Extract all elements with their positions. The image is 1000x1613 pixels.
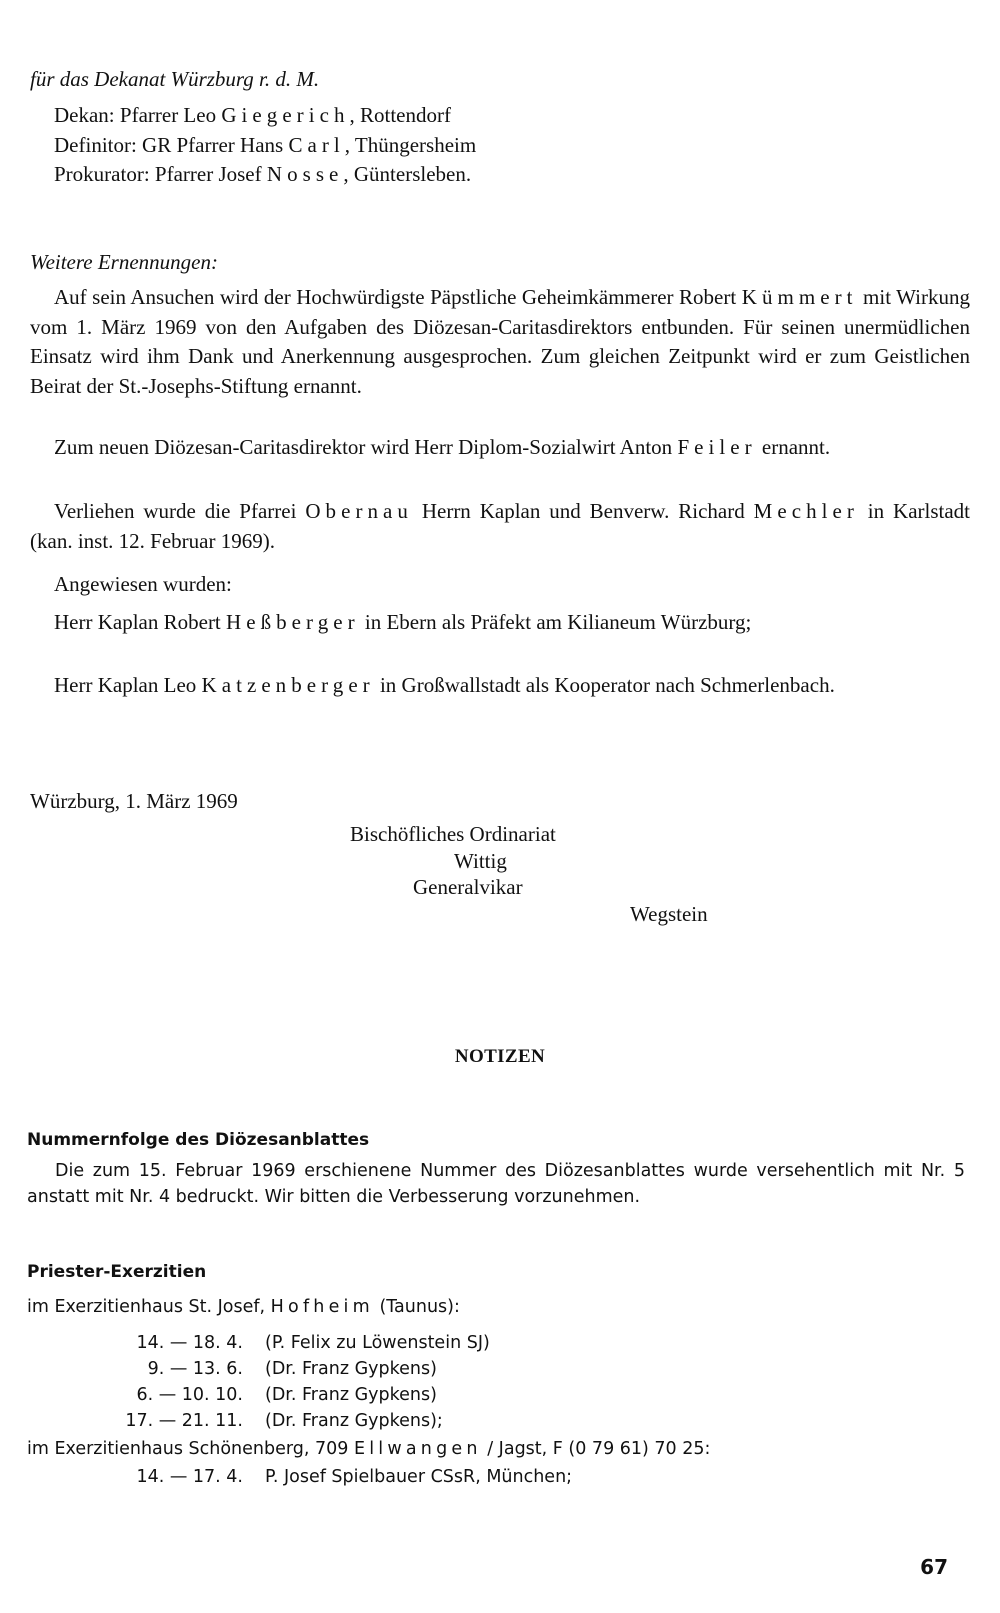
signature-name-wegstein: Wegstein	[630, 902, 708, 926]
signature-title: Generalvikar	[413, 875, 523, 899]
place-hofheim: Hofheim	[270, 1297, 374, 1317]
prokurator-line: Prokurator: Pfarrer Josef Nosse, Güntersleben.	[54, 162, 472, 186]
place-obernau: Obernau	[305, 499, 413, 523]
dekan-line: Dekan: Pfarrer Leo Giegerich, Rottendorf	[54, 103, 451, 127]
nummernfolge-text: Die zum 15. Februar 1969 erschienene Nummer des Diözesanblattes wurde versehentlich mit Nr. 5 anstatt mit Nr. 4 bedruckt. Wir bitten die Verbesserung vorzunehmen.	[27, 1161, 965, 1207]
schedule-row: 14. — 18. 4. (P. Felix zu Löwenstein SJ)	[136, 1333, 490, 1353]
schedule-row: 6. — 10. 10. (Dr. Franz Gypkens)	[136, 1385, 437, 1405]
place-ellwangen: Ellwangen	[353, 1439, 482, 1459]
place-date: Würzburg, 1. März 1969	[30, 789, 238, 813]
subheading-exerzitien: Priester-Exerzitien	[27, 1262, 207, 1282]
schedule-row: 9. — 13. 6. (Dr. Franz Gypkens)	[147, 1359, 437, 1379]
paragraph-kuemmert: Auf sein Ansuchen wird der Hochwürdigste Päpstliche Geheimkämmerer Robert Kümmert mit Wirkung vom 1. März 1969 von den Aufgaben des Diözesan-Caritasdirektors entbunden. Für seinen unermüdlichen Einsatz wird ihm Dank und Anerkennung ausgesprochen. Zum gleichen Zeitpunkt wird er zum Geistlichen Beirat der St.-Josephs-Stiftung ernannt.	[30, 285, 970, 398]
paragraph-feiler: Zum neuen Diözesan-Caritasdirektor wird Herr Diplom-Sozialwirt Anton Feiler ernannt.	[54, 435, 831, 459]
notizen-heading: NOTIZEN	[454, 1046, 546, 1067]
schedule-row: 14. — 17. 4. P. Josef Spielbauer CSsR, München;	[136, 1467, 573, 1487]
dekan-name: Giegerich	[221, 103, 350, 127]
paragraph-katzenberger: Herr Kaplan Leo Katzenberger in Großwallstadt als Kooperator nach Schmerlenbach.	[54, 673, 835, 697]
name-katzenberger: Katzenberger	[201, 673, 375, 697]
schedule-row: 17. — 21. 11. (Dr. Franz Gypkens);	[125, 1411, 443, 1431]
dekanat-heading: für das Dekanat Würzburg r. d. M.	[30, 67, 320, 91]
ernennungen-heading: Weitere Ernennungen:	[30, 250, 218, 274]
subheading-nummernfolge: Nummernfolge des Diözesanblattes	[27, 1130, 370, 1150]
house-schoenenberg: im Exerzitienhaus Schönenberg, 709 Ellwangen / Jagst, F (0 79 61) 70 25:	[27, 1439, 711, 1459]
page-number: 67	[920, 1555, 948, 1579]
signature-office: Bischöfliches Ordinariat	[350, 822, 556, 846]
name-mechler: Mechler	[753, 499, 859, 523]
definitor-name: Carl	[288, 133, 345, 157]
paragraph-hessberger: Herr Kaplan Robert Heßberger in Ebern als Präfekt am Kilianeum Würzburg;	[54, 610, 752, 634]
house-hofheim: im Exerzitienhaus St. Josef, Hofheim (Taunus):	[27, 1297, 460, 1317]
name-hessberger: Heßberger	[226, 610, 360, 634]
name-kuemmert: Kümmert	[741, 285, 858, 309]
paragraph-angewiesen: Angewiesen wurden:	[54, 572, 232, 596]
paragraph-obernau: Verliehen wurde die Pfarrei Obernau Herrn Kaplan und Benverw. Richard Mechler in Karlstadt (kan. inst. 12. Februar 1969).	[30, 499, 971, 553]
prokurator-name: Nosse	[266, 162, 344, 186]
signature-name-wittig: Wittig	[454, 849, 507, 873]
definitor-line: Definitor: GR Pfarrer Hans Carl, Thüngersheim	[54, 133, 477, 157]
name-feiler: Feiler	[677, 435, 757, 459]
